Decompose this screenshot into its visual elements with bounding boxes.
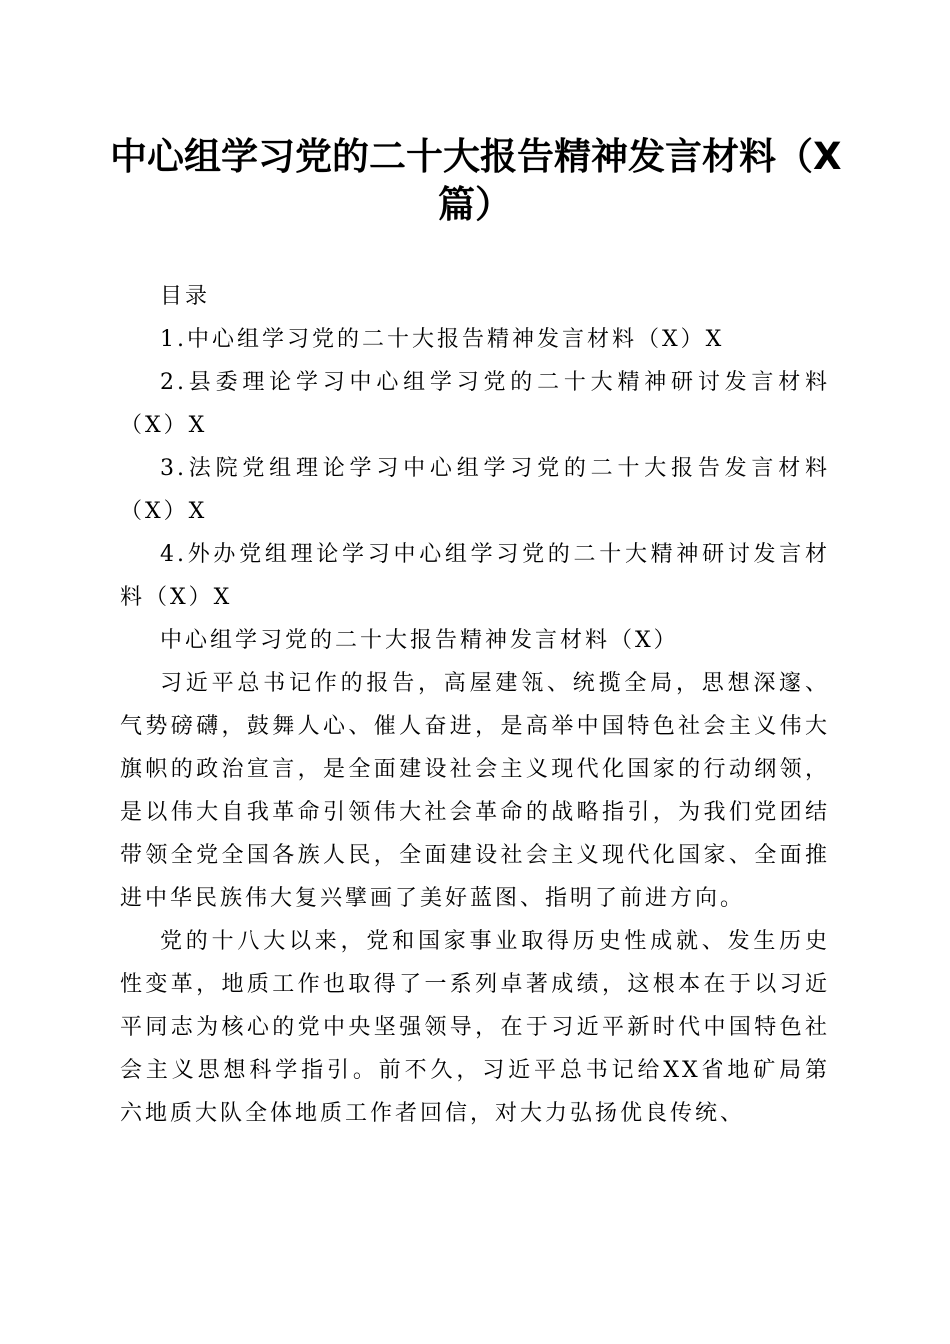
toc-heading: 目录 — [160, 284, 211, 309]
toc-item-2: 2.县委理论学习中心组学习党的二十大精神研讨发言材料（X）X — [120, 370, 830, 438]
toc-item-1: 1.中心组学习党的二十大报告精神发言材料（X）X — [160, 327, 725, 352]
title-line-2: 篇） — [438, 183, 512, 226]
toc-item-4: 4.外办党组理论学习中心组学习党的二十大精神研讨发言材料（X）X — [120, 542, 830, 610]
toc-item-3: 3.法院党组理论学习中心组学习党的二十大报告发言材料（X）X — [120, 456, 830, 524]
body-paragraph-2: 党的十八大以来，党和国家事业取得历史性成就、发生历史性变革，地质工作也取得了一系列卓著成绩，这根本在于以习近平同志为核心的党中央坚强领导，在于习近平新时代中国特色社会主义思想科学指引。前不久，习近平总书记给XX省地矿局第六地质大队全体地质工作者回信，对大力弘扬优良传统、 — [120, 929, 830, 1126]
body-paragraph-1: 习近平总书记作的报告，高屋建瓴、统揽全局，思想深邃、气势磅礴，鼓舞人心、催人奋进，是高举中国特色社会主义伟大旗帜的政治宣言，是全面建设社会主义现代化国家的行动纲领，是以伟大自我革命引领伟大社会革命的战略指引，为我们党团结带领全党全国各族人民，全面建设社会主义现代化国家、全面推进中华民族伟大复兴擘画了美好蓝图、指明了前进方向。 — [120, 671, 830, 911]
document-body — [120, 275, 830, 1135]
title-line-1: 中心组学习党的二十大报告精神发言材料（X — [110, 135, 842, 178]
document-title — [110, 133, 840, 229]
section-title: 中心组学习党的二十大报告精神发言材料（X） — [160, 628, 679, 653]
